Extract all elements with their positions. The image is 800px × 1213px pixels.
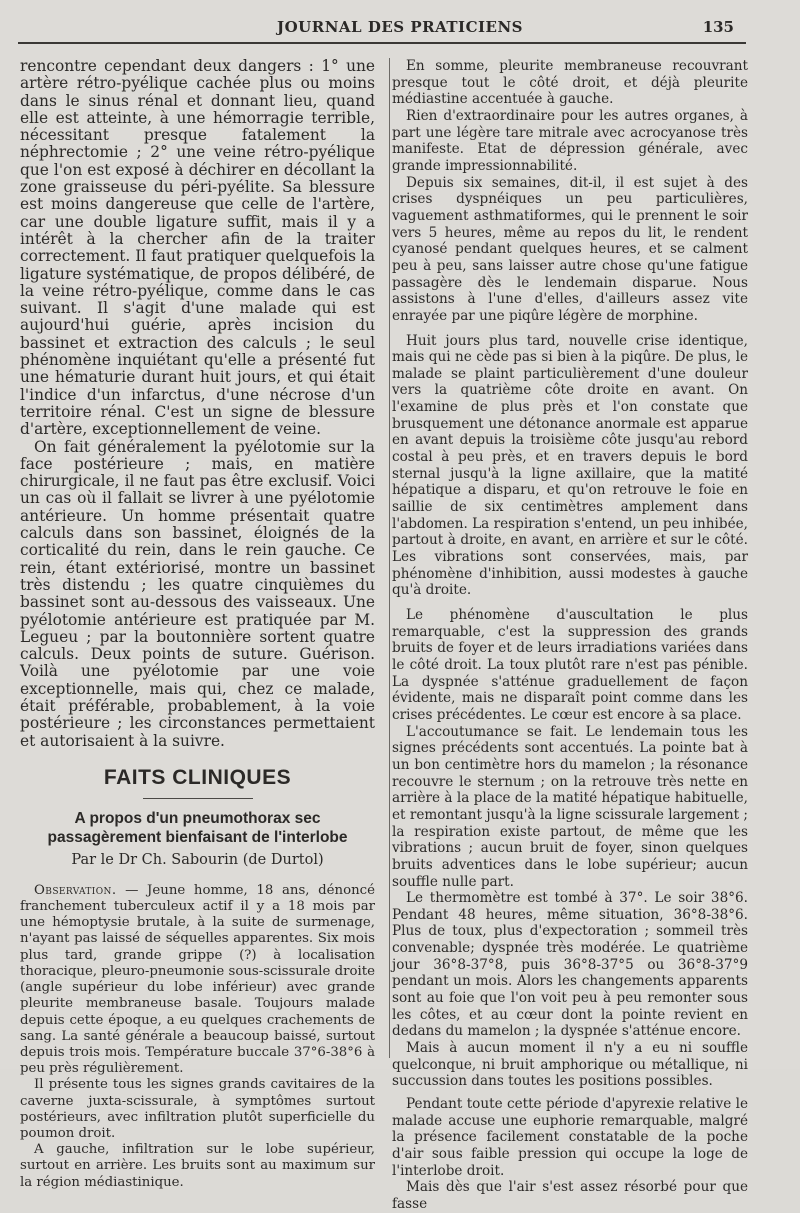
- header-rule: [18, 42, 746, 44]
- paragraph: Mais à aucun moment il n'y a eu ni souffle quelconque, ni bruit amphorique ou métallique, ni succussion dans toutes les positions possibles.: [392, 1040, 748, 1090]
- paragraph: On fait généralement la pyélotomie sur la face postérieure ; mais, en matière chirurgicale, il ne faut pas être exclusif. Voici un cas où il fallait se livrer à une pyélotomie antérieure. Un homme présentait quatre calculs dans son bassinet, éloignés de la corticalité du rein, dans le rein gauche. Ce rein, étant extériorisé, montre un bassinet très distendu ; les quatre cinquièmes du bassinet sont au-dessous des vaisseaux. Une pyélotomie antérieure est pratiquée par M. Legueu ; par la boutonnière sortent quatre calculs. Deux points de suture. Guérison. Voilà une pyélotomie par une voie exceptionnelle, mais qui, chez ce malade, était préférable, probablement, à la voie postérieure ; les circonstances permettaient et autorisaient à la suivre.: [20, 437, 375, 750]
- article-title: A propos d'un pneumothorax sec passagèrement bienfaisant de l'interlobe: [47, 809, 348, 846]
- page-number: 135: [702, 18, 734, 36]
- section-heading: FAITS CLINIQUES: [103, 765, 292, 789]
- paragraph: L'accoutumance se fait. Le lendemain tous les signes précédents sont accentués. La pointe bat à un bon centimètre hors du mamelon ; la résonance recouvre le sternum ; on la retrouve très nette en arrière à la place de la matité hépatique habituelle, et remontant jusqu'à la ligne scissurale largement ; la respiration existe partout, de même que les vibrations ; aucun bruit de foyer, sinon quelques bruits adventices dans le lobe supérieur; aucun souffle nulle part.: [392, 723, 748, 890]
- paragraph: [20, 883, 375, 1077]
- paragraph: Le thermomètre est tombé à 37°. Le soir 38°6. Pendant 48 heures, même situation, 36°8-38°6. Plus de toux, plus d'expectoration ; sommeil très convenable; dyspnée très modérée. Le quatrième jour 36°8-37°8, puis 36°8-37°5 ou 36°8-37°9 pendant un mois. Alors les changements apparents sont au foie que l'on voit peu à peu remonter sous les côtes, et au cœur dont la pointe revient en dedans du mamelon ; la dyspnée s'atténue encore.: [392, 890, 748, 1040]
- paragraph: rencontre cependant deux dangers : 1° une artère rétro-pyélique cachée plus ou moins dans le sinus rénal et donnant lieu, quand elle est atteinte, à une hémorragie terrible, nécessitant presque fatalement la néphrectomie ; 2° une veine rétro-pyélique que l'on est exposé à déchirer en décollant la zone graisseuse du péri-pyélite. Sa blessure est moins dangereuse que celle de l'artère, car une double ligature suffit, mais il y a intérêt à la chercher afin de la traiter correctement. Il faut pratiquer quelquefois la ligature systématique, de propos délibéré, de la veine rétro-pyélique, comme dans le cas suivant. Il s'agit d'une malade qui est aujourd'hui guérie, après incision du bassinet et extraction des calculs ; le seul phénomène inquiétant qu'elle a présenté fut une hématurie durant huit jours, et qui était l'indice d'un infarctus, d'une nécrose d'un territoire rénal. C'est un signe de blessure d'artère, exceptionnellement de veine.: [20, 57, 376, 439]
- paragraph: Depuis six semaines, dit-il, il est sujet à des crises dyspnéiques un peu particulières, vaguement asthmatiformes, qui le prennent le soir vers 5 heures, même au repos du lit, le rendent cyanosé pendant quelques heures, et se calment peu à peu, sans laisser autre chose qu'une fatigue passagère dès le lendemain disparue. Nous assistons à l'une d'elles, d'ailleurs assez vite enrayée par une piqûre légère de morphine.: [392, 174, 748, 324]
- paragraph: En somme, pleurite membraneuse recouvrant presque tout le côté droit, et déjà pleurite médiastine accentuée à gauche.: [392, 58, 748, 108]
- paragraph: Rien d'extraordinaire pour les autres organes, à part une légère tare mitrale avec acrocyanose très manifeste. Etat de dépression générale, avec grande impressionnabilité.: [392, 107, 748, 174]
- observation-lead: Observation.: [34, 882, 117, 898]
- byline: Par le Dr Ch. Sabourin (de Durtol): [71, 851, 324, 868]
- paragraph: A gauche, infiltration sur le lobe supérieur, surtout en arrière. Les bruits sont au maximum sur la région médiastinique.: [20, 1142, 375, 1190]
- observation-block: [20, 883, 375, 1191]
- paragraph: Pendant toute cette période d'apyrexie relative le malade accuse une euphorie remarquable, malgré la présence facilement constatable de la poche d'air sous faible pression qui occupe la loge de l'interlobe droit.: [392, 1096, 748, 1179]
- paragraph: Mais dès que l'air s'est assez résorbé pour que fasse: [392, 1179, 748, 1212]
- observation-text: — Jeune homme, 18 ans, dénoncé franchement tuberculeux actif il y a 18 mois par une hémoptysie brutale, à la suite de surmenage, n'ayant pas laissé de séquelles apparentes. Six mois plus tard, grande grippe (?) à localisation thoracique, pleuro-pneumonie sous-scissurale droite (angle supérieur du lobe inférieur) avec grande pleurite membraneuse basale. Toujours malade depuis cette époque, a eu quelques crachements de sang. La santé générale a beaucoup baissé, surtout depuis trois mois. Température buccale 37°6-38°6 à peu près régulièrement.: [20, 882, 375, 1077]
- running-head: [0, 18, 800, 40]
- paragraph: Le phénomène d'auscultation le plus remarquable, c'est la suppression des grands bruits de foyer et de leurs irradiations variées dans le côté droit. La toux plutôt rare n'est pas pénible. La dyspnée s'atténue graduellement de façon évidente, mais ne disparaît point comme dans les crises précédentes. Le cœur est encore à sa place.: [392, 607, 748, 723]
- paragraph: Huit jours plus tard, nouvelle crise identique, mais qui ne cède pas si bien à la piqûre. De plus, le malade se plaint particulièrement d'une douleur vers la quatrième côte droite en avant. On l'examine de plus près et l'on constate que brusquement une détonance anormale est apparue en avant depuis la troisième côte jusqu'au rebord costal à peu près, et en travers depuis le bord sternal jusqu'à la ligne axillaire, que la matité hépatique a disparu, et qu'on retrouve le foie en saillie de six centimètres amplement dans l'abdomen. La respiration s'entend, un peu inhibée, partout à droite, en avant, en arrière et sur le côté. Les vibrations sont conservées, mais, par phénomène d'inhibition, aussi modestes à gauche qu'à droite.: [392, 332, 748, 599]
- paragraph: Il présente tous les signes grands cavitaires de la caverne juxta-scissurale, à symptômes surtout postérieurs, avec infiltration plutôt superficielle du poumon droit.: [20, 1077, 375, 1141]
- column-divider: [389, 58, 390, 1058]
- journal-title: JOURNAL DES PRATICIENS: [277, 18, 523, 36]
- right-column: [392, 58, 748, 1213]
- section-rule: [143, 798, 253, 799]
- left-column: [20, 58, 375, 1191]
